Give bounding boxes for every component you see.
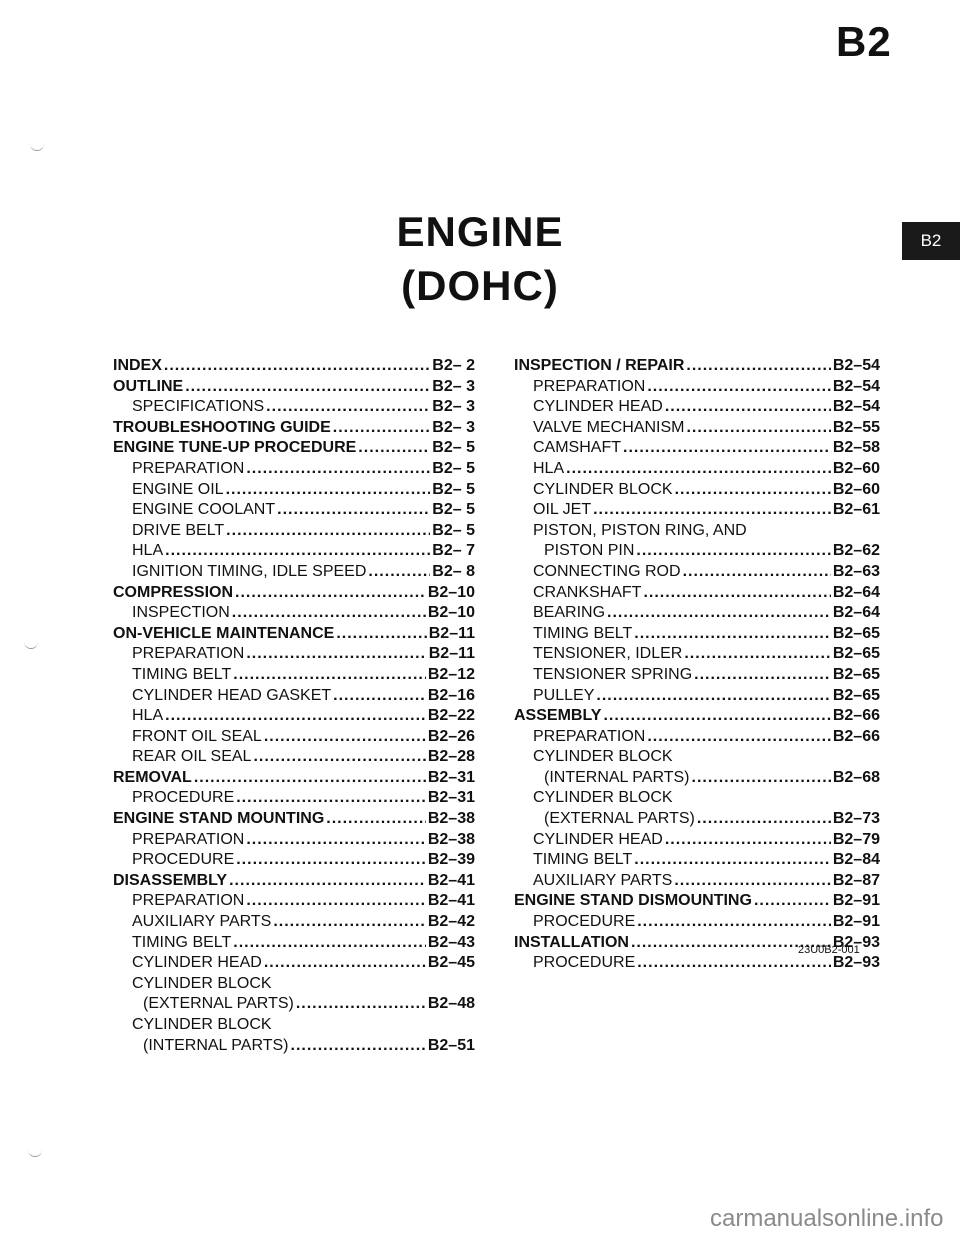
- toc-entry-label: CYLINDER BLOCK: [132, 1016, 272, 1033]
- toc-leader-dots: [665, 397, 831, 418]
- toc-leader-dots: [593, 500, 831, 521]
- toc-leader-dots: [277, 500, 430, 521]
- toc-entry-page: B2–41: [427, 871, 475, 889]
- toc-leader-dots: [233, 665, 426, 686]
- toc-entry[interactable]: [514, 850, 880, 871]
- toc-entry-page: B2–48: [427, 995, 475, 1013]
- toc-entry-page: B2–51: [427, 1036, 475, 1054]
- toc-leader-dots: [246, 891, 426, 912]
- toc-entry-page: B2–65: [832, 624, 880, 642]
- toc-leader-dots: [603, 706, 830, 727]
- toc-leader-dots: [596, 686, 830, 707]
- toc-left-column: [113, 356, 475, 1056]
- toc-leader-dots: [637, 912, 831, 933]
- toc-entry-page: B2–64: [832, 583, 880, 601]
- toc-entry[interactable]: [113, 933, 475, 954]
- toc-leader-dots: [273, 912, 426, 933]
- toc-entry[interactable]: [113, 480, 475, 501]
- toc-entry[interactable]: [113, 686, 475, 707]
- toc-entry-label: PREPARATION: [132, 830, 245, 848]
- toc-entry-page: B2–91: [832, 892, 880, 910]
- toc-entry-label: TIMING BELT: [132, 933, 232, 951]
- toc-entry[interactable]: [113, 871, 475, 892]
- toc-entry-label: PROCEDURE: [533, 954, 636, 972]
- toc-entry-page: B2–63: [832, 562, 880, 580]
- toc-entry[interactable]: [113, 624, 475, 645]
- toc-entry[interactable]: [514, 603, 880, 624]
- toc-leader-dots: [235, 583, 426, 604]
- toc-entry-label: INSPECTION: [132, 604, 230, 622]
- toc-entry-page: B2– 2: [432, 357, 475, 374]
- toc-entry-page: B2–28: [427, 748, 475, 766]
- toc-leader-dots: [333, 418, 431, 439]
- toc-entry[interactable]: [514, 768, 880, 789]
- toc-entry-page: B2–54: [832, 377, 880, 395]
- toc-entry-page: B2–55: [832, 418, 880, 436]
- toc-entry-page: B2–64: [832, 604, 880, 622]
- toc-leader-dots: [194, 768, 426, 789]
- toc-entry-page: B2–43: [427, 933, 475, 951]
- toc-leader-dots: [636, 541, 830, 562]
- toc-entry[interactable]: [514, 377, 880, 398]
- toc-entry-label: OIL JET: [533, 501, 592, 519]
- toc-entry-label: OUTLINE: [113, 377, 184, 395]
- toc-leader-dots: [296, 994, 426, 1015]
- toc-entry[interactable]: [514, 809, 880, 830]
- toc-entry[interactable]: [113, 953, 475, 974]
- toc-entry-label: PREPARATION: [533, 377, 646, 395]
- toc-entry: [113, 1015, 475, 1036]
- toc-leader-dots: [694, 665, 831, 686]
- toc-entry[interactable]: [113, 438, 475, 459]
- toc-entry-page: B2–84: [832, 851, 880, 869]
- toc-entry[interactable]: [113, 994, 475, 1015]
- toc-entry-label: HLA: [132, 542, 164, 560]
- toc-leader-dots: [336, 624, 426, 645]
- toc-entry-page: B2– 3: [432, 398, 475, 416]
- toc-entry-page: B2–87: [832, 871, 880, 889]
- toc-leader-dots: [686, 418, 830, 439]
- toc-entry[interactable]: [113, 521, 475, 542]
- toc-entry[interactable]: [514, 912, 880, 933]
- toc-entry-label: HLA: [533, 459, 565, 477]
- toc-entry-page: B2– 3: [432, 418, 475, 436]
- toc-entry[interactable]: [514, 583, 880, 604]
- toc-entry[interactable]: [113, 768, 475, 789]
- toc-entry: [514, 747, 880, 768]
- toc-leader-dots: [754, 891, 831, 912]
- toc-entry-label: ENGINE STAND MOUNTING: [113, 810, 325, 828]
- toc-entry-label: TIMING BELT: [132, 665, 232, 683]
- toc-entry[interactable]: [514, 727, 880, 748]
- toc-entry-label: ENGINE OIL: [132, 480, 224, 498]
- toc-entry-label: CYLINDER BLOCK: [132, 974, 272, 992]
- toc-entry-label: PREPARATION: [132, 892, 245, 910]
- toc-entry[interactable]: [514, 624, 880, 645]
- toc-entry-page: B2–65: [832, 665, 880, 683]
- toc-entry-page: B2–31: [427, 789, 475, 807]
- toc-entry[interactable]: [113, 809, 475, 830]
- toc-leader-dots: [368, 562, 430, 583]
- figure-code: 23U0B2-001: [798, 944, 860, 956]
- toc-entry-page: B2–26: [427, 727, 475, 745]
- toc-entry-label: FRONT OIL SEAL: [132, 727, 262, 745]
- toc-entry-page: B2–42: [427, 913, 475, 931]
- toc-entry-label: ASSEMBLY: [514, 707, 602, 725]
- toc-entry-page: B2–22: [427, 707, 475, 725]
- toc-entry-label: CYLINDER BLOCK: [533, 748, 673, 766]
- toc-entry-page: B2–41: [427, 892, 475, 910]
- toc-entry-label: INSPECTION / REPAIR: [514, 357, 685, 374]
- toc-entry[interactable]: [113, 377, 475, 398]
- toc-leader-dots: [185, 377, 430, 398]
- watermark: carmanualsonline.info: [710, 1205, 944, 1232]
- toc-entry-label: (EXTERNAL PARTS): [544, 810, 695, 828]
- toc-entry-label: TENSIONER, IDLER: [533, 645, 683, 663]
- toc-leader-dots: [236, 850, 426, 871]
- toc-entry[interactable]: [514, 686, 880, 707]
- toc-entry-page: B2–45: [427, 954, 475, 972]
- toc-leader-dots: [647, 727, 831, 748]
- toc-entry-label: CONNECTING ROD: [533, 562, 681, 580]
- toc-leader-dots: [246, 459, 430, 480]
- toc-leader-dots: [232, 603, 426, 624]
- toc-entry-label: (INTERNAL PARTS): [143, 1036, 289, 1054]
- toc-entry-page: B2–31: [427, 768, 475, 786]
- toc-entry[interactable]: [113, 830, 475, 851]
- toc-entry[interactable]: [113, 356, 475, 377]
- toc-leader-dots: [566, 459, 831, 480]
- toc-entry-page: B2–39: [427, 851, 475, 869]
- toc-leader-dots: [675, 480, 831, 501]
- toc-entry: [514, 521, 880, 542]
- toc-entry-page: B2–66: [832, 707, 880, 725]
- toc-entry[interactable]: [113, 706, 475, 727]
- toc-entry-label: CYLINDER BLOCK: [533, 789, 673, 807]
- toc-entry[interactable]: [113, 727, 475, 748]
- toc-entry-label: PREPARATION: [533, 727, 646, 745]
- toc-entry-label: SPECIFICATIONS: [132, 398, 265, 416]
- toc-entry-page: B2–68: [832, 768, 880, 786]
- toc-entry-label: PROCEDURE: [132, 851, 235, 869]
- toc-leader-dots: [683, 562, 831, 583]
- toc-entry-page: B2–65: [832, 645, 880, 663]
- toc-entry-label: PISTON, PISTON RING, AND: [533, 521, 747, 539]
- toc-entry-page: B2–11: [428, 645, 475, 663]
- toc-entry-page: B2– 5: [432, 459, 475, 477]
- toc-entry[interactable]: [514, 480, 880, 501]
- toc-entry-label: PROCEDURE: [533, 913, 636, 931]
- toc-leader-dots: [674, 871, 831, 892]
- toc-leader-dots: [264, 727, 426, 748]
- toc-leader-dots: [226, 521, 430, 542]
- toc-entry-label: PREPARATION: [132, 459, 245, 477]
- toc-leader-dots: [333, 686, 426, 707]
- scan-mark: [30, 142, 44, 151]
- toc-leader-dots: [236, 788, 426, 809]
- toc-entry-label: PROCEDURE: [132, 789, 235, 807]
- toc-entry-label: ON-VEHICLE MAINTENANCE: [113, 624, 335, 642]
- toc-entry-page: B2–60: [832, 480, 880, 498]
- toc-entry-label: TIMING BELT: [533, 851, 633, 869]
- toc-entry-label: PULLEY: [533, 686, 595, 704]
- toc-entry-page: B2–10: [427, 583, 475, 601]
- toc-entry-page: B2–73: [832, 810, 880, 828]
- toc-leader-dots: [637, 953, 831, 974]
- toc-entry-page: B2–12: [427, 665, 475, 683]
- toc-leader-dots: [291, 1036, 426, 1057]
- toc-entry-label: (EXTERNAL PARTS): [143, 995, 294, 1013]
- toc-entry[interactable]: [113, 583, 475, 604]
- toc-entry-label: CYLINDER HEAD: [132, 954, 262, 972]
- toc-entry-page: B2– 5: [432, 439, 475, 457]
- toc-entry-page: B2–60: [832, 459, 880, 477]
- toc-entry[interactable]: [113, 850, 475, 871]
- toc-entry-label: CRANKSHAFT: [533, 583, 642, 601]
- toc-entry-page: B2–58: [832, 439, 880, 457]
- toc-entry-label: TENSIONER SPRING: [533, 665, 693, 683]
- toc-entry-label: INSTALLATION: [514, 933, 629, 951]
- toc-entry[interactable]: [113, 1036, 475, 1057]
- toc-entry[interactable]: [514, 891, 880, 912]
- toc-entry-label: AUXILIARY PARTS: [132, 913, 272, 931]
- toc-entry-label: DRIVE BELT: [132, 521, 225, 539]
- toc-entry-page: B2–66: [832, 727, 880, 745]
- toc-entry-label: CYLINDER HEAD GASKET: [132, 686, 332, 704]
- toc-entry-label: CYLINDER HEAD: [533, 830, 663, 848]
- toc-entry[interactable]: [113, 500, 475, 521]
- toc-entry: [113, 974, 475, 995]
- toc-leader-dots: [165, 706, 426, 727]
- toc-leader-dots: [643, 583, 830, 604]
- toc-leader-dots: [686, 356, 830, 377]
- toc-entry[interactable]: [113, 459, 475, 480]
- toc-entry-label: PISTON PIN: [544, 542, 635, 560]
- toc-entry[interactable]: [514, 459, 880, 480]
- toc-leader-dots: [326, 809, 426, 830]
- toc-entry-page: B2–38: [427, 830, 475, 848]
- toc-entry[interactable]: [113, 418, 475, 439]
- section-side-tab[interactable]: B2: [902, 222, 960, 260]
- toc-leader-dots: [229, 871, 426, 892]
- toc-leader-dots: [634, 624, 831, 645]
- toc-entry[interactable]: [514, 706, 880, 727]
- toc-entry[interactable]: [113, 562, 475, 583]
- toc-leader-dots: [607, 603, 831, 624]
- toc-entry-label: COMPRESSION: [113, 583, 234, 601]
- toc-entry-label: INDEX: [113, 357, 162, 374]
- toc-entry-label: CYLINDER HEAD: [533, 398, 663, 416]
- toc-entry[interactable]: [514, 953, 880, 974]
- toc-entry-label: REMOVAL: [113, 768, 192, 786]
- toc-leader-dots: [266, 397, 430, 418]
- toc-leader-dots: [253, 747, 425, 768]
- toc-right-column: [514, 356, 880, 974]
- toc-entry-page: B2–93: [832, 954, 880, 972]
- toc-entry-page: B2–54: [832, 398, 880, 416]
- toc-leader-dots: [164, 356, 430, 377]
- toc-entry: [514, 788, 880, 809]
- toc-entry-page: B2–10: [427, 604, 475, 622]
- toc-entry-page: B2–11: [428, 624, 475, 642]
- toc-entry-label: ENGINE COOLANT: [132, 501, 276, 519]
- toc-leader-dots: [665, 830, 831, 851]
- toc-entry-page: B2–62: [832, 542, 880, 560]
- toc-entry-label: DISASSEMBLY: [113, 871, 228, 889]
- toc-entry-page: B2– 5: [432, 521, 475, 539]
- toc-leader-dots: [165, 541, 430, 562]
- toc-entry-page: B2– 7: [432, 542, 475, 560]
- toc-leader-dots: [684, 644, 830, 665]
- toc-entry-page: B2–16: [427, 686, 475, 704]
- toc-entry[interactable]: [113, 912, 475, 933]
- toc-entry-label: CAMSHAFT: [533, 439, 621, 457]
- toc-entry[interactable]: [514, 830, 880, 851]
- toc-entry[interactable]: [514, 418, 880, 439]
- toc-entry-label: BEARING: [533, 604, 606, 622]
- page-title: ENGINE: [396, 208, 564, 255]
- toc-entry-label: HLA: [132, 707, 164, 725]
- toc-entry-page: B2–54: [832, 357, 880, 374]
- toc-entry-page: B2–61: [832, 501, 880, 519]
- toc-leader-dots: [233, 933, 426, 954]
- toc-entry-page: B2–65: [832, 686, 880, 704]
- toc-entry-page: B2–38: [427, 810, 475, 828]
- toc-leader-dots: [647, 377, 831, 398]
- toc-entry[interactable]: [113, 603, 475, 624]
- toc-entry[interactable]: [514, 438, 880, 459]
- scan-mark: [28, 1148, 42, 1157]
- toc-entry-label: TROUBLESHOOTING GUIDE: [113, 418, 331, 436]
- toc-leader-dots: [692, 768, 831, 789]
- toc-entry-page: B2– 3: [432, 377, 475, 395]
- toc-leader-dots: [226, 480, 431, 501]
- toc-entry[interactable]: [113, 788, 475, 809]
- toc-entry[interactable]: [113, 541, 475, 562]
- toc-entry-page: B2– 8: [432, 562, 475, 580]
- toc-entry-label: ENGINE STAND DISMOUNTING: [514, 892, 752, 910]
- toc-entry[interactable]: [514, 644, 880, 665]
- toc-entry[interactable]: [113, 644, 475, 665]
- toc-entry[interactable]: [113, 665, 475, 686]
- toc-entry[interactable]: [113, 891, 475, 912]
- toc-entry-label: PREPARATION: [132, 645, 245, 663]
- toc-entry-label: (INTERNAL PARTS): [544, 768, 690, 786]
- toc-entry[interactable]: [514, 541, 880, 562]
- toc-leader-dots: [358, 438, 430, 459]
- toc-entry[interactable]: [113, 747, 475, 768]
- toc-leader-dots: [264, 953, 426, 974]
- toc-leader-dots: [623, 438, 831, 459]
- scan-mark: [24, 640, 38, 649]
- toc-entry-label: TIMING BELT: [533, 624, 633, 642]
- toc-entry[interactable]: [514, 356, 880, 377]
- toc-entry[interactable]: [514, 665, 880, 686]
- toc-entry-page: B2– 5: [432, 480, 475, 498]
- toc-leader-dots: [634, 850, 831, 871]
- toc-entry-label: REAR OIL SEAL: [132, 748, 252, 766]
- toc-entry-page: B2–93: [832, 933, 880, 951]
- toc-entry-page: B2–91: [832, 913, 880, 931]
- section-code: B2: [836, 18, 892, 65]
- toc-entry[interactable]: [514, 397, 880, 418]
- toc-entry[interactable]: [113, 397, 475, 418]
- toc-entry-label: VALVE MECHANISM: [533, 418, 685, 436]
- toc-entry-label: ENGINE TUNE-UP PROCEDURE: [113, 439, 357, 457]
- toc-leader-dots: [246, 830, 426, 851]
- page-subtitle: (DOHC): [401, 262, 559, 309]
- toc-entry-label: AUXILIARY PARTS: [533, 871, 673, 889]
- toc-leader-dots: [246, 644, 426, 665]
- toc-entry-page: B2–79: [832, 830, 880, 848]
- toc-entry-label: CYLINDER BLOCK: [533, 480, 673, 498]
- toc-entry-label: IGNITION TIMING, IDLE SPEED: [132, 562, 367, 580]
- toc-entry[interactable]: [514, 562, 880, 583]
- toc-entry[interactable]: [514, 500, 880, 521]
- toc-entry-page: B2– 5: [432, 501, 475, 519]
- toc-entry[interactable]: [514, 871, 880, 892]
- toc-leader-dots: [697, 809, 831, 830]
